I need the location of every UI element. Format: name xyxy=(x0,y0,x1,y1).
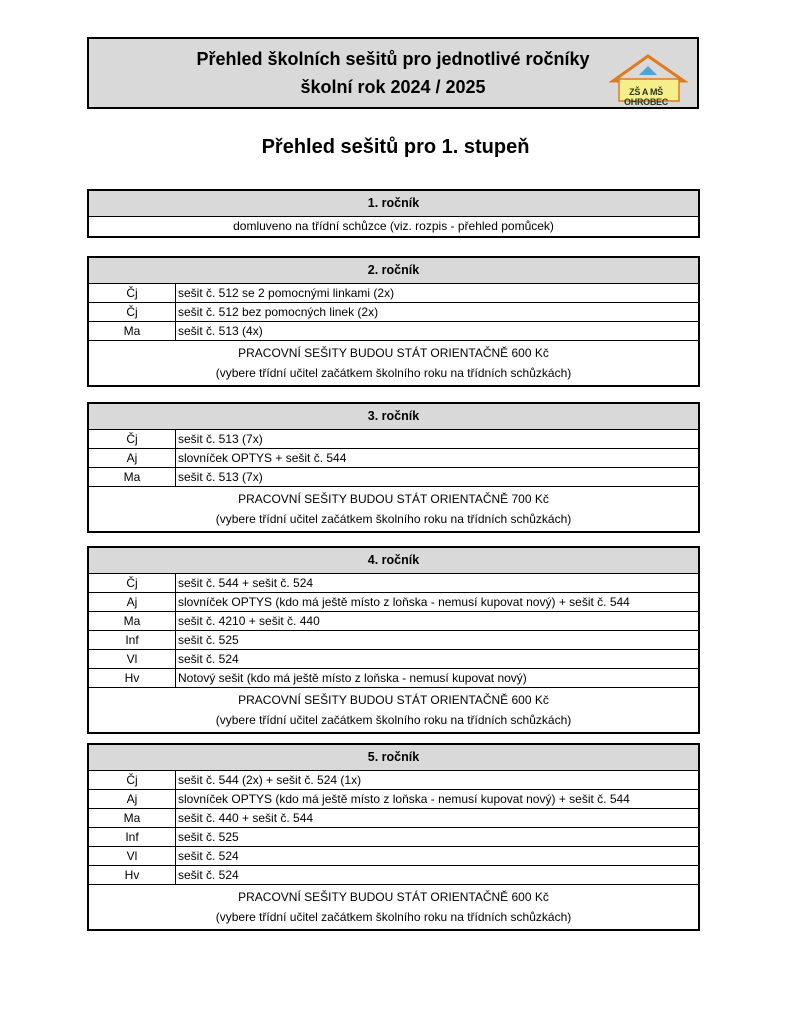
subject-cell: Inf xyxy=(89,631,176,649)
subject-cell: Ma xyxy=(89,322,176,340)
document-header xyxy=(87,37,699,109)
subject-cell: Ma xyxy=(89,612,176,630)
subject-cell: Inf xyxy=(89,828,176,846)
table-row xyxy=(89,866,698,885)
table-row xyxy=(89,284,698,303)
price-note-line: PRACOVNÍ SEŠITY BUDOU STÁT ORIENTAČNĚ 600 Kč xyxy=(238,693,549,707)
item-cell: slovníček OPTYS (kdo má ještě místo z loňska - nemusí kupovat nový) + sešit č. 544 xyxy=(178,792,630,806)
table-row xyxy=(89,828,698,847)
price-note-detail: (vybere třídní učitel začátkem školního roku na třídních schůzkách) xyxy=(215,910,572,924)
price-note xyxy=(89,688,698,732)
price-note-line: PRACOVNÍ SEŠITY BUDOU STÁT ORIENTAČNĚ 600 Kč xyxy=(238,346,549,360)
grade-4-table xyxy=(87,546,700,734)
grade-title: 2. ročník xyxy=(89,258,698,284)
table-row xyxy=(89,612,698,631)
table-row xyxy=(89,631,698,650)
subject-cell: Čj xyxy=(89,771,176,789)
table-row xyxy=(89,847,698,866)
price-note xyxy=(89,487,698,531)
logo-label: ZŠ A MŠ OHROBEC xyxy=(624,87,668,107)
price-note xyxy=(89,341,698,385)
table-row xyxy=(89,468,698,487)
subject-cell: Aj xyxy=(89,593,176,611)
table-row xyxy=(89,449,698,468)
item-cell: sešit č. 513 (7x) xyxy=(178,432,263,446)
item-cell: sešit č. 544 (2x) + sešit č. 524 (1x) xyxy=(178,773,362,787)
subject-cell: Čj xyxy=(89,574,176,592)
subject-cell: Hv xyxy=(89,866,176,884)
table-row xyxy=(89,790,698,809)
price-note xyxy=(89,885,698,929)
grade-title: 5. ročník xyxy=(89,745,698,771)
grade-note: domluveno na třídní schůzce (viz. rozpis - přehled pomůcek) xyxy=(233,219,554,233)
subject-cell: Hv xyxy=(89,669,176,687)
subject-cell: Vl xyxy=(89,847,176,865)
item-cell: sešit č. 4210 + sešit č. 440 xyxy=(178,614,320,628)
item-cell: sešit č. 513 (7x) xyxy=(178,470,263,484)
table-row xyxy=(89,809,698,828)
section-subtitle: Přehled sešitů pro 1. stupeň xyxy=(261,136,530,158)
item-cell: sešit č. 544 + sešit č. 524 xyxy=(178,576,314,590)
table-row xyxy=(89,574,698,593)
subject-cell: Aj xyxy=(89,790,176,808)
subject-cell: Čj xyxy=(89,430,176,448)
school-logo xyxy=(609,53,688,107)
item-cell: sešit č. 524 xyxy=(178,849,239,863)
price-note-detail: (vybere třídní učitel začátkem školního roku na třídních schůzkách) xyxy=(215,366,572,380)
item-cell: sešit č. 524 xyxy=(178,868,239,882)
item-cell: Notový sešit (kdo má ještě místo z loňska - nemusí kupovat nový) xyxy=(178,671,527,685)
subject-cell: Čj xyxy=(89,303,176,321)
price-note-detail: (vybere třídní učitel začátkem školního roku na třídních schůzkách) xyxy=(215,512,572,526)
subject-cell: Vl xyxy=(89,650,176,668)
subject-cell: Ma xyxy=(89,468,176,486)
table-row xyxy=(89,430,698,449)
grade-3-table xyxy=(87,402,700,533)
item-cell: slovníček OPTYS + sešit č. 544 xyxy=(178,451,347,465)
subject-cell: Aj xyxy=(89,449,176,467)
table-row xyxy=(89,669,698,688)
grade-title: 3. ročník xyxy=(89,404,698,430)
item-cell: sešit č. 513 (4x) xyxy=(178,324,263,338)
grade-title: 4. ročník xyxy=(89,548,698,574)
subject-cell: Ma xyxy=(89,809,176,827)
item-cell: slovníček OPTYS (kdo má ještě místo z loňska - nemusí kupovat nový) + sešit č. 544 xyxy=(178,595,630,609)
table-row xyxy=(89,322,698,341)
item-cell: sešit č. 524 xyxy=(178,652,239,666)
table-row xyxy=(89,771,698,790)
grade-title: 1. ročník xyxy=(89,191,698,217)
grade-5-table xyxy=(87,743,700,931)
grade-2-table xyxy=(87,256,700,387)
price-note-detail: (vybere třídní učitel začátkem školního roku na třídních schůzkách) xyxy=(215,713,572,727)
table-row xyxy=(89,593,698,612)
item-cell: sešit č. 512 se 2 pomocnými linkami (2x) xyxy=(178,286,395,300)
price-note-line: PRACOVNÍ SEŠITY BUDOU STÁT ORIENTAČNĚ 700 Kč xyxy=(238,492,549,506)
item-cell: sešit č. 512 bez pomocných linek (2x) xyxy=(178,305,379,319)
subject-cell: Čj xyxy=(89,284,176,302)
grade-1-table xyxy=(87,189,700,238)
price-note-line: PRACOVNÍ SEŠITY BUDOU STÁT ORIENTAČNĚ 600 Kč xyxy=(238,890,549,904)
item-cell: sešit č. 440 + sešit č. 544 xyxy=(178,811,314,825)
item-cell: sešit č. 525 xyxy=(178,633,239,647)
school-year: školní rok 2024 / 2025 xyxy=(300,77,486,97)
table-row xyxy=(89,303,698,322)
table-row xyxy=(89,650,698,669)
item-cell: sešit č. 525 xyxy=(178,830,239,844)
document-title: Přehled školních sešitů pro jednotlivé ročníky xyxy=(196,49,590,69)
